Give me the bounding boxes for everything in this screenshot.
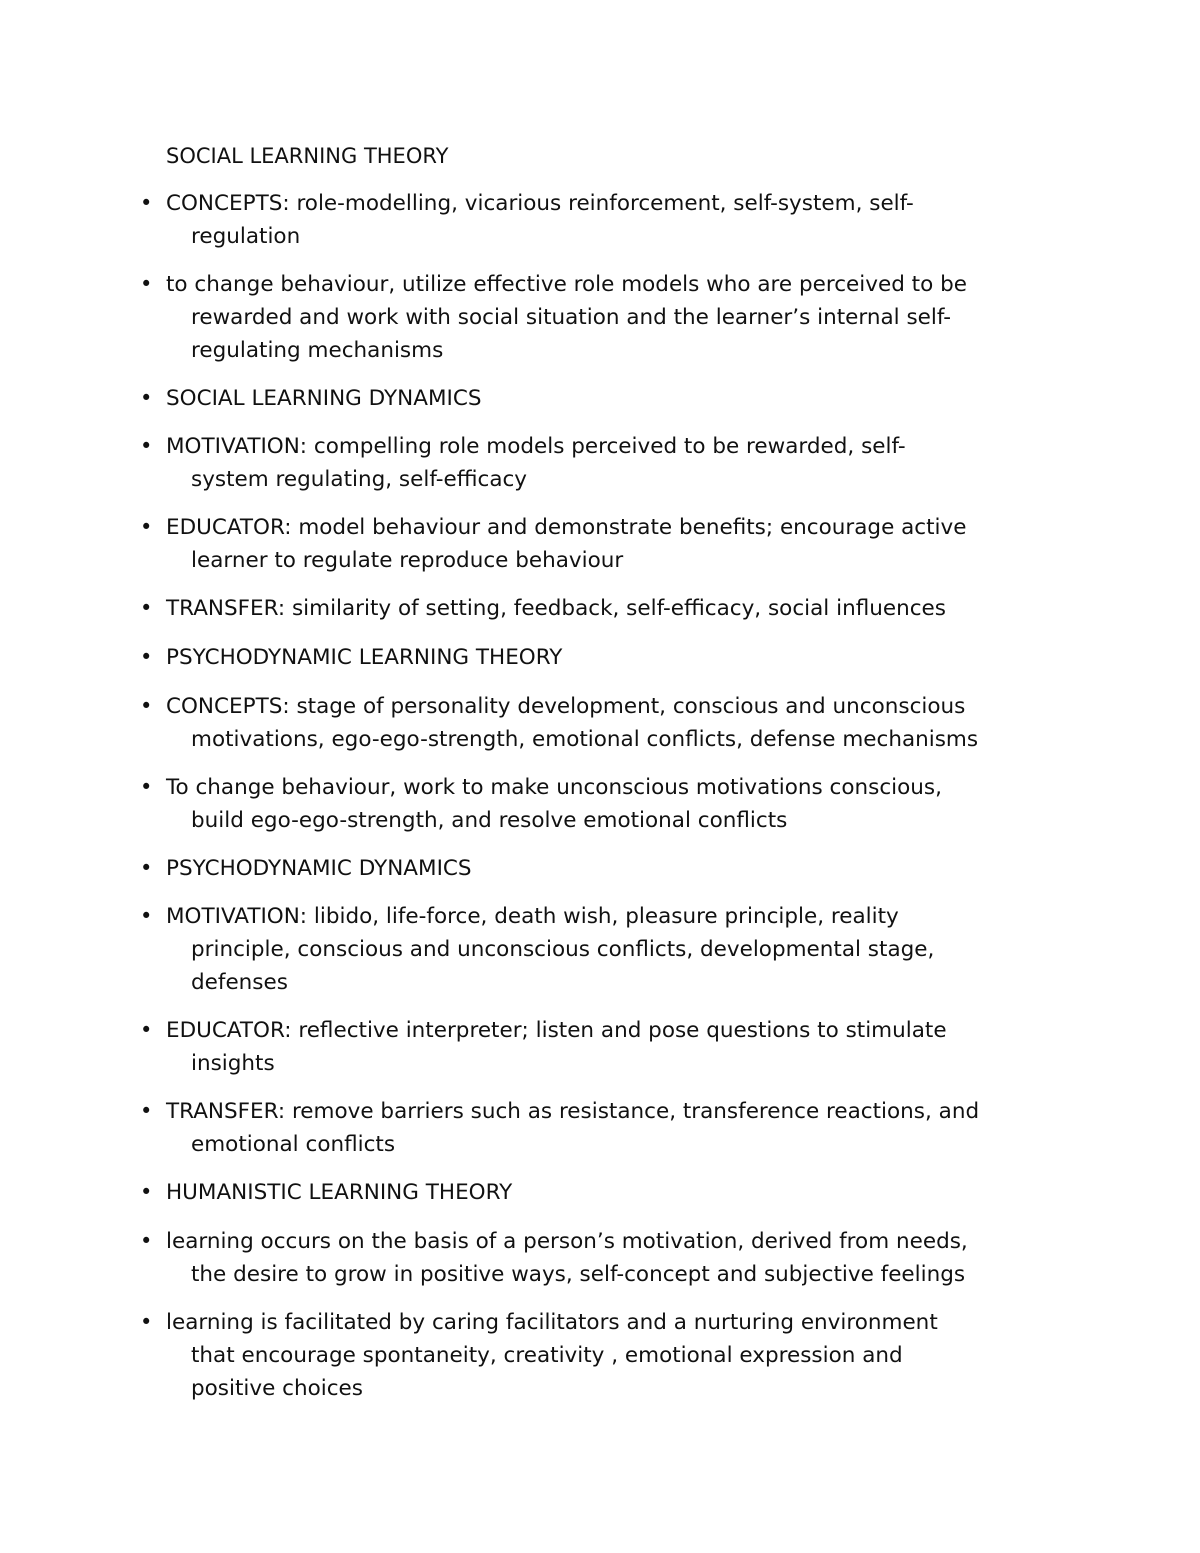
- list-item-text-line: MOTIVATION: compelling role models perceived to be rewarded, self-: [166, 434, 906, 459]
- list-item-text-line: PSYCHODYNAMIC LEARNING THEORY: [166, 645, 563, 670]
- bullet-icon: •: [140, 1229, 153, 1253]
- bullet-icon: •: [140, 645, 153, 669]
- bullet-icon: •: [140, 596, 153, 620]
- list-item: [140, 382, 1080, 415]
- list-item-text-line: CONCEPTS: role-modelling, vicarious reinforcement, self-system, self-: [166, 191, 914, 216]
- list-item: [140, 690, 1080, 756]
- list-item-text-line: the desire to grow in positive ways, self-concept and subjective feelings: [191, 1262, 966, 1287]
- list-item-text-line: MOTIVATION: libido, life-force, death wish, pleasure principle, reality: [166, 904, 899, 929]
- list-item-text-line: rewarded and work with social situation and the learner’s internal self-: [191, 305, 952, 330]
- bullet-icon: •: [140, 775, 153, 799]
- list-item: [140, 511, 1080, 577]
- list-item-text-line: regulating mechanisms: [191, 338, 444, 363]
- bullet-icon: •: [140, 191, 153, 215]
- list-item-text-line: TRANSFER: similarity of setting, feedback, self-efficacy, social influences: [166, 596, 946, 621]
- list-item-text-line: principle, conscious and unconscious conflicts, developmental stage,: [191, 937, 935, 962]
- list-item-text-line: emotional conflicts: [191, 1132, 396, 1157]
- list-item: [140, 852, 1080, 885]
- list-item-text-line: to change behaviour, utilize effective role models who are perceived to be: [166, 272, 967, 297]
- bullet-icon: •: [140, 386, 153, 410]
- list-item-text-line: learner to regulate reproduce behaviour: [191, 548, 624, 573]
- list-item-text-line: CONCEPTS: stage of personality development, conscious and unconscious: [166, 694, 966, 719]
- list-item: [140, 900, 1080, 999]
- bullet-icon: •: [140, 515, 153, 539]
- bullet-icon: •: [140, 434, 153, 458]
- list-item-text-line: motivations, ego-ego-strength, emotional conflicts, defense mechanisms: [191, 727, 979, 752]
- bullet-icon: •: [140, 904, 153, 928]
- bullet-icon: •: [140, 856, 153, 880]
- list-item: [140, 641, 1080, 674]
- document-title: SOCIAL LEARNING THEORY: [166, 144, 449, 168]
- list-item-text-line: learning is facilitated by caring facilitators and a nurturing environment: [166, 1310, 938, 1335]
- bullet-icon: •: [140, 694, 153, 718]
- list-item: [140, 1014, 1080, 1080]
- list-item: [140, 1225, 1080, 1291]
- list-item-text-line: EDUCATOR: reflective interpreter; listen and pose questions to stimulate: [166, 1018, 947, 1043]
- list-item-text-line: insights: [191, 1051, 275, 1076]
- list-item: [140, 1095, 1080, 1161]
- list-item: [140, 430, 1080, 496]
- list-item: [140, 268, 1080, 367]
- list-item: [140, 1176, 1080, 1209]
- list-item-text-line: that encourage spontaneity, creativity , emotional expression and: [191, 1343, 903, 1368]
- list-item-text-line: system regulating, self-efficacy: [191, 467, 528, 492]
- bullet-icon: •: [140, 272, 153, 296]
- list-item-text-line: TRANSFER: remove barriers such as resistance, transference reactions, and: [166, 1099, 980, 1124]
- list-item-text-line: SOCIAL LEARNING DYNAMICS: [166, 386, 482, 411]
- bullet-icon: •: [140, 1180, 153, 1204]
- list-item-text-line: build ego-ego-strength, and resolve emotional conflicts: [191, 808, 788, 833]
- bullet-icon: •: [140, 1099, 153, 1123]
- list-item: [140, 187, 1080, 253]
- bullet-icon: •: [140, 1310, 153, 1334]
- bullet-icon: •: [140, 1018, 153, 1042]
- list-item-text-line: positive choices: [191, 1376, 363, 1401]
- list-item-text-line: To change behaviour, work to make unconscious motivations conscious,: [166, 775, 942, 800]
- list-item: [140, 592, 1080, 625]
- list-item: [140, 1306, 1080, 1405]
- list-item-text-line: HUMANISTIC LEARNING THEORY: [166, 1180, 513, 1205]
- list-item: [140, 771, 1080, 837]
- list-item-text-line: PSYCHODYNAMIC DYNAMICS: [166, 856, 472, 881]
- list-item-text-line: defenses: [191, 970, 288, 995]
- list-item-text-line: regulation: [191, 224, 301, 249]
- list-item-text-line: EDUCATOR: model behaviour and demonstrate benefits; encourage active: [166, 515, 967, 540]
- list-item-text-line: learning occurs on the basis of a person’s motivation, derived from needs,: [166, 1229, 968, 1254]
